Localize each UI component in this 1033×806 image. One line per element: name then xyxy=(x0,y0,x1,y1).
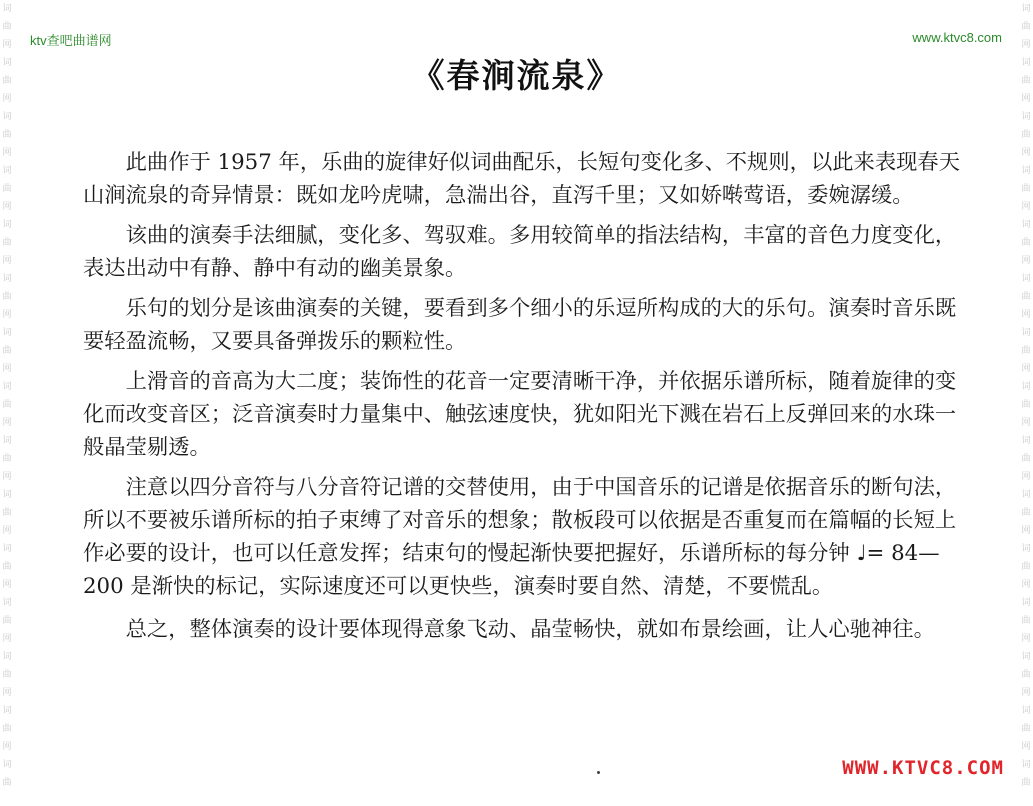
watermark-char: 网 xyxy=(2,94,12,104)
watermark-char: 网 xyxy=(2,526,12,536)
article-body xyxy=(83,146,973,653)
watermark-char: 词 xyxy=(1021,652,1031,662)
watermark-char: 词 xyxy=(1021,706,1031,716)
watermark-char: 曲 xyxy=(1021,508,1031,518)
paragraph: 上滑音的音高为大二度；装饰性的花音一定要清晰干净，并依据乐谱所标，随着旋律的变化而改变音区；泛音演奏时力量集中、触弦速度快，犹如阳光下溅在岩石上反弹回来的水珠一般晶莹剔透。 xyxy=(83,369,957,460)
watermark-char: 词 xyxy=(2,58,12,68)
watermark-char: 曲 xyxy=(2,130,12,140)
watermark-char: 词 xyxy=(1021,382,1031,392)
page-title: 《春涧流泉》 xyxy=(411,56,622,95)
watermark-char: 网 xyxy=(1021,526,1031,536)
watermark-char: 曲 xyxy=(2,292,12,302)
watermark-char: 网 xyxy=(1021,94,1031,104)
watermark-char: 曲 xyxy=(2,454,12,464)
watermark-char: 曲 xyxy=(2,346,12,356)
watermark-char: 词 xyxy=(2,544,12,554)
watermark-char: 词 xyxy=(2,652,12,662)
watermark-char: 词 xyxy=(2,4,12,14)
stray-mark xyxy=(597,771,600,774)
paragraph: 乐句的划分是该曲演奏的关键，要看到多个细小的乐逗所构成的大的乐句。演奏时音乐既要轻盈流畅，又要具备弹拨乐的颗粒性。 xyxy=(83,296,957,354)
paragraph: 注意以四分音符与八分音符记谱的交替使用，由于中国音乐的记谱是依据音乐的断句法，所以不要被乐谱所标的拍子束缚了对音乐的想象；散板段可以依据是否重复而在篇幅的长短上作必要的设计，也可以任意发挥；结束句的慢起渐快要把握好，乐谱所标的每分钟 ♩= 84—200 是渐快的标记，实际速度还可以更快些，演奏时要自然、清楚，不要慌乱。 xyxy=(83,475,957,599)
watermark-char: 词 xyxy=(1021,220,1031,230)
watermark-char: 网 xyxy=(1021,634,1031,644)
watermark-char: 网 xyxy=(2,418,12,428)
watermark-char: 曲 xyxy=(1021,346,1031,356)
watermark-char: 曲 xyxy=(2,238,12,248)
site-name-header: ktv查吧曲谱网 xyxy=(30,33,112,48)
watermark-char: 词 xyxy=(1021,328,1031,338)
watermark-char: 词 xyxy=(2,274,12,284)
watermark-char: 曲 xyxy=(1021,616,1031,626)
watermark-char: 曲 xyxy=(2,562,12,572)
watermark-char: 词 xyxy=(1021,490,1031,500)
watermark-char: 曲 xyxy=(2,616,12,626)
watermark-char: 曲 xyxy=(1021,778,1031,788)
watermark-char: 词 xyxy=(2,706,12,716)
watermark-char: 词 xyxy=(2,598,12,608)
watermark-char: 网 xyxy=(1021,256,1031,266)
watermark-char: 曲 xyxy=(1021,184,1031,194)
watermark-char: 曲 xyxy=(2,778,12,788)
watermark-char: 网 xyxy=(1021,472,1031,482)
watermark-char: 词 xyxy=(1021,760,1031,770)
watermark-char: 网 xyxy=(1021,148,1031,158)
watermark-char: 网 xyxy=(2,472,12,482)
watermark-char: 网 xyxy=(2,688,12,698)
watermark-char: 曲 xyxy=(2,508,12,518)
watermark-char: 曲 xyxy=(2,724,12,734)
site-url-header: www.ktvc8.com xyxy=(912,30,1002,45)
watermark-char: 网 xyxy=(1021,418,1031,428)
watermark-char: 曲 xyxy=(1021,562,1031,572)
watermark-char: 曲 xyxy=(2,184,12,194)
watermark-char: 网 xyxy=(2,364,12,374)
paragraph: 此曲作于 1957 年，乐曲的旋律好似词曲配乐，长短句变化多、不规则，以此来表现春天山涧流泉的奇异情景：既如龙吟虎啸，急湍出谷，直泻千里；又如娇啭莺语，委婉潺缓。 xyxy=(83,150,961,208)
watermark-char: 词 xyxy=(1021,4,1031,14)
watermark-char: 网 xyxy=(2,310,12,320)
watermark-char: 网 xyxy=(1021,202,1031,212)
watermark-char: 网 xyxy=(1021,40,1031,50)
watermark-char: 网 xyxy=(1021,742,1031,752)
watermark-char: 词 xyxy=(1021,436,1031,446)
watermark-char: 网 xyxy=(2,742,12,752)
watermark-char: 词 xyxy=(1021,274,1031,284)
watermark-char: 网 xyxy=(2,40,12,50)
watermark-char: 曲 xyxy=(1021,724,1031,734)
watermark-char: 词 xyxy=(2,436,12,446)
watermark-char: 网 xyxy=(1021,364,1031,374)
watermark-char: 网 xyxy=(2,256,12,266)
watermark-char: 词 xyxy=(2,220,12,230)
side-watermark-right xyxy=(1019,0,1033,806)
watermark-char: 词 xyxy=(2,166,12,176)
watermark-char: 曲 xyxy=(2,76,12,86)
watermark-char: 曲 xyxy=(1021,130,1031,140)
watermark-char: 网 xyxy=(2,634,12,644)
watermark-char: 词 xyxy=(1021,166,1031,176)
watermark-char: 词 xyxy=(2,382,12,392)
watermark-char: 曲 xyxy=(1021,238,1031,248)
watermark-char: 词 xyxy=(1021,544,1031,554)
watermark-char: 词 xyxy=(1021,112,1031,122)
watermark-char: 词 xyxy=(2,112,12,122)
watermark-char: 曲 xyxy=(1021,400,1031,410)
watermark-char: 曲 xyxy=(1021,22,1031,32)
paragraph: 该曲的演奏手法细腻，变化多、驾驭难。多用较简单的指法结构，丰富的音色力度变化，表达出动中有静、静中有动的幽美景象。 xyxy=(83,223,957,281)
watermark-char: 曲 xyxy=(2,400,12,410)
paragraph: 总之，整体演奏的设计要体现得意象飞动、晶莹畅快，就如布景绘画，让人心驰神往。 xyxy=(125,617,935,642)
watermark-char: 词 xyxy=(1021,58,1031,68)
watermark-logo: WWW.KTVC8.COM xyxy=(842,757,1004,779)
watermark-char: 曲 xyxy=(1021,292,1031,302)
watermark-char: 曲 xyxy=(2,670,12,680)
side-watermark-left xyxy=(0,0,14,806)
watermark-char: 网 xyxy=(1021,310,1031,320)
watermark-char: 词 xyxy=(2,760,12,770)
watermark-char: 曲 xyxy=(1021,454,1031,464)
watermark-char: 网 xyxy=(1021,580,1031,590)
watermark-char: 词 xyxy=(2,328,12,338)
watermark-char: 网 xyxy=(2,202,12,212)
watermark-char: 曲 xyxy=(1021,670,1031,680)
watermark-char: 词 xyxy=(2,490,12,500)
watermark-char: 网 xyxy=(2,580,12,590)
watermark-char: 网 xyxy=(2,148,12,158)
watermark-char: 词 xyxy=(1021,598,1031,608)
watermark-char: 曲 xyxy=(2,22,12,32)
watermark-char: 网 xyxy=(1021,688,1031,698)
watermark-char: 曲 xyxy=(1021,76,1031,86)
